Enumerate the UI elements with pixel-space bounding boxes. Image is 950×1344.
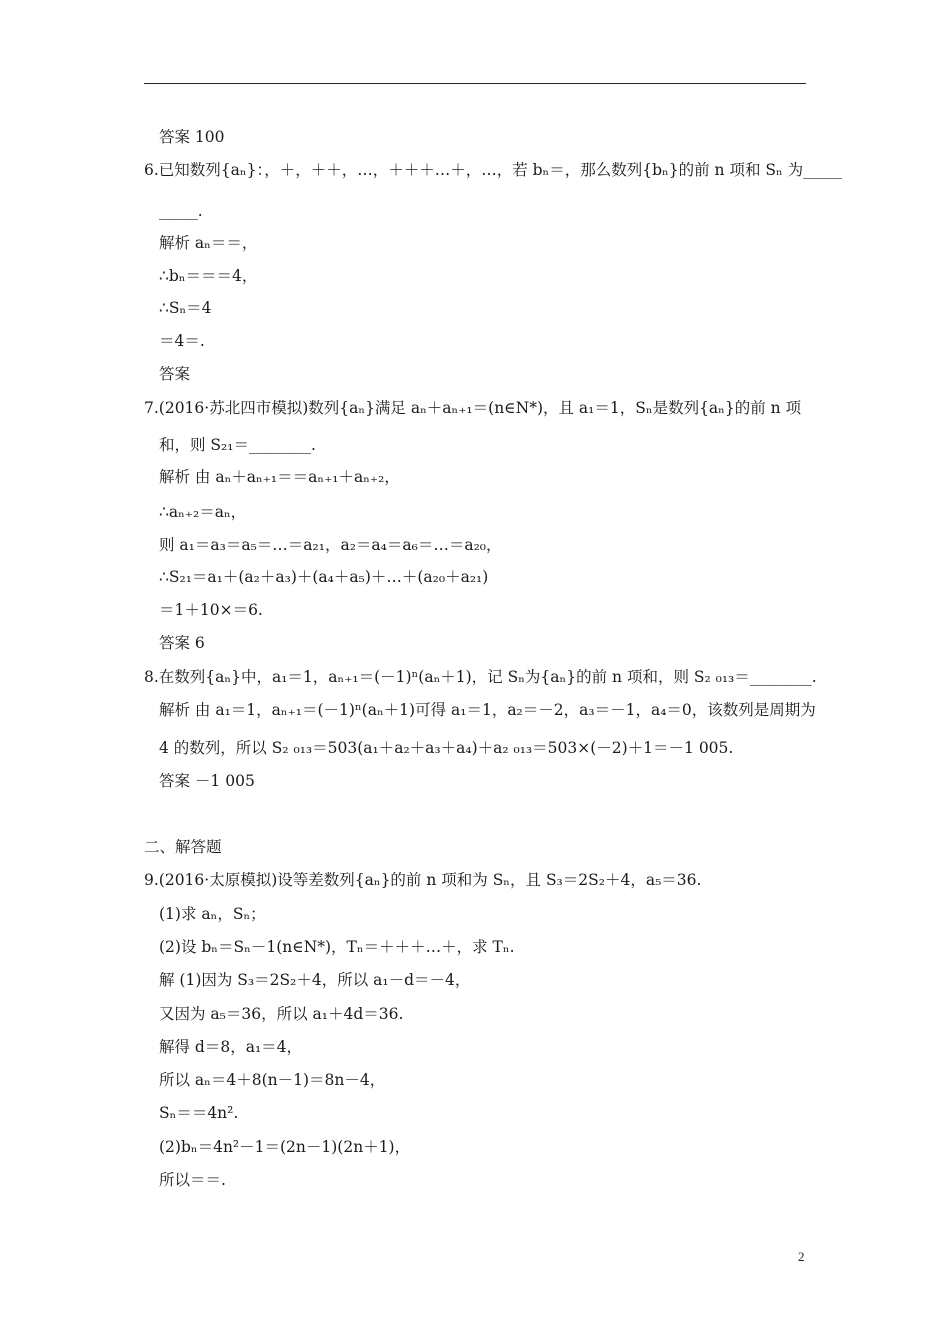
- text-line: 解析 由 aₙ＋aₙ₊₁＝＝aₙ₊₁＋aₙ₊₂，: [159, 468, 400, 486]
- text-line: 9.(2016·太原模拟)设等差数列{aₙ}的前 n 项和为 Sₙ，且 S₃＝2S₂＋4，a₅＝36.: [144, 871, 702, 889]
- text-line: 则 a₁＝a₃＝a₅＝…＝a₂₁，a₂＝a₄＝a₆＝…＝a₂₀，: [159, 536, 502, 554]
- text-line: 和，则 S₂₁＝________.: [159, 436, 316, 454]
- text-line: 解得 d＝8，a₁＝4，: [159, 1038, 303, 1056]
- text-line: ＝4＝.: [159, 332, 205, 350]
- text-line: 解 (1)因为 S₃＝2S₂＋4，所以 a₁－d＝－4，: [159, 971, 471, 989]
- header-rule: [144, 83, 806, 84]
- text-line: 答案 100: [159, 128, 225, 146]
- text-line: 答案 6: [159, 634, 205, 652]
- text-line: 二、解答题: [144, 838, 222, 856]
- text-line: (2)设 bₙ＝Sₙ－1(n∈N*)，Tₙ＝＋＋＋…＋，求 Tₙ.: [159, 938, 515, 956]
- text-line: 8.在数列{aₙ}中，a₁＝1，aₙ₊₁＝(－1)ⁿ(aₙ＋1)，记 Sₙ为{aₙ}的前 n 项和，则 S₂ ₀₁₃＝________.: [144, 668, 817, 686]
- text-line: 4 的数列，所以 S₂ ₀₁₃＝503(a₁＋a₂＋a₃＋a₄)＋a₂ ₀₁₃＝503×(－2)＋1＝－1 005.: [159, 739, 734, 757]
- text-line: Sₙ＝＝4n².: [159, 1104, 239, 1122]
- text-line: ∴bₙ＝＝＝4，: [159, 267, 258, 285]
- text-line: 所以＝＝.: [159, 1171, 226, 1189]
- text-line: _____.: [159, 202, 203, 220]
- text-line: ∴aₙ₊₂＝aₙ，: [159, 503, 247, 521]
- text-line: 解析 aₙ＝＝，: [159, 234, 258, 252]
- text-line: ＝1＋10×＝6.: [159, 601, 263, 619]
- text-line: 答案 －1 005: [159, 772, 255, 790]
- text-line: (2)bₙ＝4n²－1＝(2n－1)(2n＋1)，: [159, 1138, 411, 1156]
- text-line: 所以 aₙ＝4＋8(n－1)＝8n－4，: [159, 1071, 386, 1089]
- text-line: 6.已知数列{aₙ}：，＋，＋＋，…，＋＋＋…＋，…，若 bₙ＝，那么数列{bₙ}的前 n 项和 Sₙ 为_____: [144, 161, 842, 179]
- text-line: 7.(2016·苏北四市模拟)数列{aₙ}满足 aₙ＋aₙ₊₁＝(n∈N*)，且 a₁＝1，Sₙ是数列{aₙ}的前 n 项: [144, 399, 802, 417]
- text-line: 答案: [159, 365, 191, 383]
- text-line: ∴Sₙ＝4: [159, 299, 212, 317]
- text-line: 又因为 a₅＝36，所以 a₁＋4d＝36.: [159, 1005, 404, 1023]
- page-number: 2: [798, 1249, 805, 1264]
- text-line: (1)求 aₙ，Sₙ；: [159, 905, 266, 923]
- text-line: 解析 由 a₁＝1，aₙ₊₁＝(－1)ⁿ(aₙ＋1)可得 a₁＝1，a₂＝－2，a₃＝－1，a₄＝0，该数列是周期为: [159, 701, 816, 719]
- text-line: ∴S₂₁＝a₁＋(a₂＋a₃)＋(a₄＋a₅)＋…＋(a₂₀＋a₂₁): [159, 568, 489, 586]
